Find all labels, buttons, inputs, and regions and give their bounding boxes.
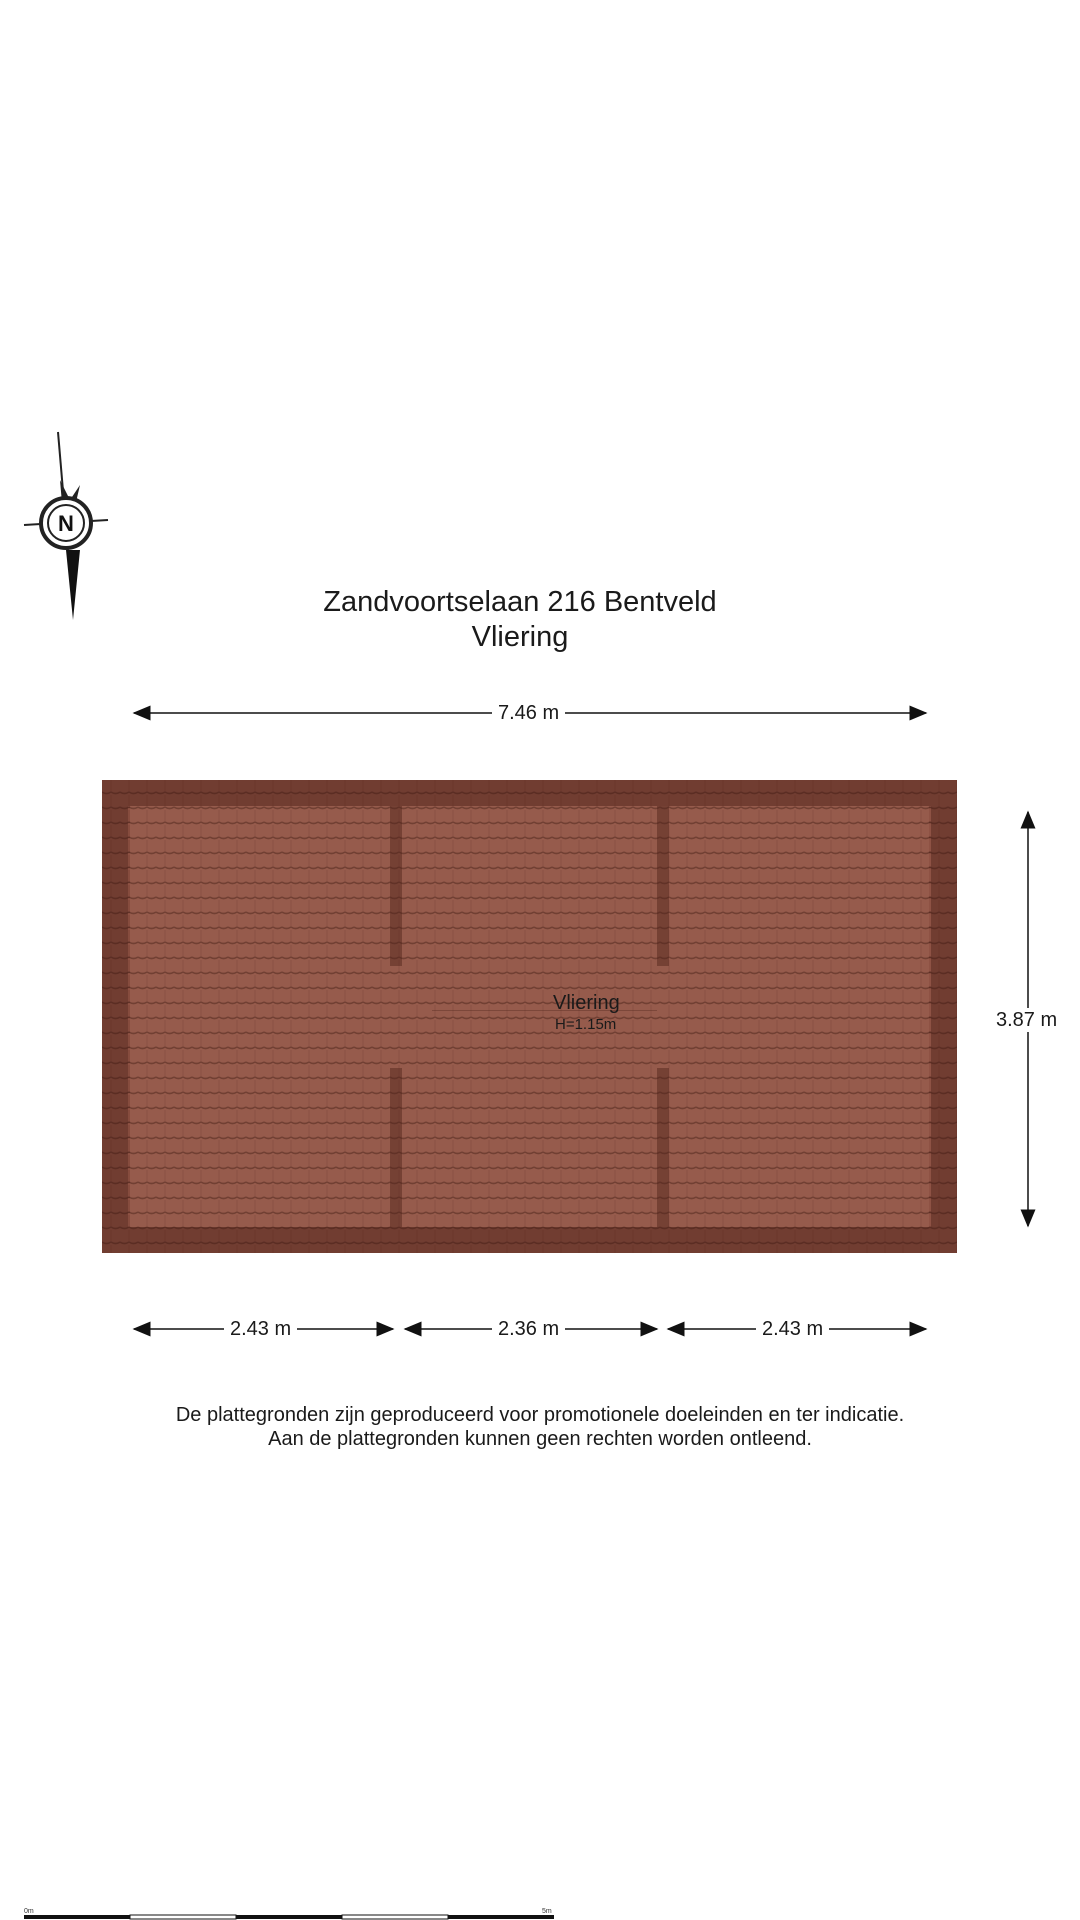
- dim-right-height: 3.87 m: [990, 1008, 1063, 1032]
- compass-letter: N: [58, 511, 74, 536]
- address-title: Zandvoortselaan 216 Bentveld: [323, 586, 717, 618]
- dim-bottom-left: 2.43 m: [224, 1317, 297, 1341]
- scale-bar: [24, 1905, 554, 1920]
- disclaimer-line-1: De plattegronden zijn geproduceerd voor promotionele doeleinden en ter indicatie.: [175, 1404, 905, 1426]
- scale-start-label: 0m: [24, 1908, 34, 1915]
- scale-end-label: 5m: [542, 1908, 552, 1915]
- dim-bottom-right: 2.43 m: [756, 1317, 829, 1341]
- dim-top-width: 7.46 m: [492, 701, 565, 725]
- room-height: H=1.15m: [555, 1016, 617, 1033]
- disclaimer-line-2: Aan de plattegronden kunnen geen rechten worden ontleend.: [268, 1428, 812, 1450]
- dim-bottom-middle: 2.36 m: [492, 1317, 565, 1341]
- room-name: Vliering: [553, 992, 620, 1014]
- floor-title: Vliering: [471, 621, 569, 653]
- roof-plan: [102, 780, 957, 1253]
